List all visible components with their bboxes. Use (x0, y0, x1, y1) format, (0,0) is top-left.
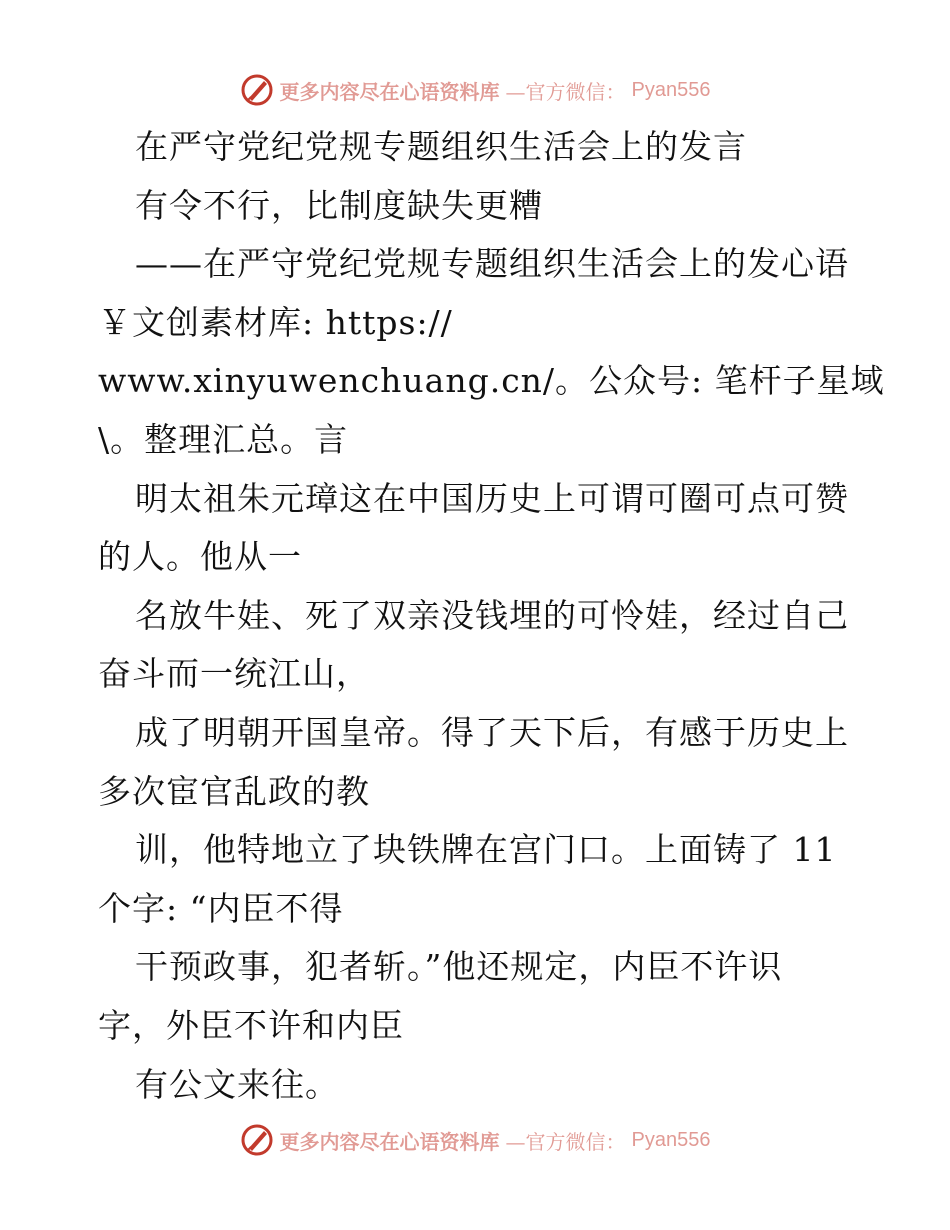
doc-line: 名放牛娃、死了双亲没钱埋的可怜娃，经过自己 (135, 595, 849, 635)
header-banner-tail-text: —官方微信： (505, 79, 626, 104)
header-banner-inner (240, 73, 711, 107)
doc-line-title: 在严守党纪党规专题组织生活会上的发言 (135, 127, 747, 166)
quill-logo-icon (240, 73, 274, 107)
header-banner (0, 70, 950, 110)
doc-line: 成了明朝开国皇帝。得了天下后，有感于历史上 (135, 712, 849, 752)
footer-banner-main-text: 更多内容尽在心语资料库 (279, 1129, 500, 1154)
footer-banner-tail-text: —官方微信： (505, 1129, 626, 1154)
doc-line-subtitle: 有令不行，比制度缺失更糟 (135, 185, 543, 225)
doc-line: 个字: “内臣不得 (98, 888, 344, 928)
quill-logo-icon (240, 1123, 274, 1157)
header-banner-main-text: 更多内容尽在心语资料库 (279, 79, 500, 104)
doc-line: 明太祖朱元璋这在中国历史上可谓可圈可点可赞 (135, 478, 849, 518)
doc-line: \。整理汇总。言 (98, 419, 349, 459)
doc-line: 奋斗而一统江山， (98, 654, 370, 694)
doc-line: ￥文创素材库: https:// (98, 302, 453, 342)
footer-banner-inner (240, 1123, 711, 1157)
doc-line: 的人。他从一 (98, 537, 302, 577)
document-body (98, 118, 885, 1114)
doc-line: 字，外臣不许和内臣 (98, 1005, 404, 1045)
doc-line: 多次宦官乱政的教 (98, 771, 370, 811)
header-banner-wechat-id: Pyan556 (631, 78, 711, 101)
doc-line: 干预政事，犯者斩。”他还规定，内臣不许识 (135, 947, 783, 987)
doc-line: www.xinyuwenchuang.cn/。公众号: 笔杆子星域 (98, 361, 885, 401)
doc-line: 训，他特地立了块铁牌在宫门口。上面铸了 11 (135, 830, 837, 870)
doc-line-byline: ——在严守党纪党规专题组织生活会上的发心语 (135, 244, 849, 284)
doc-line: 有公文来往。 (135, 1064, 339, 1104)
footer-banner (0, 1120, 950, 1160)
footer-banner-wechat-id: Pyan556 (631, 1128, 711, 1151)
